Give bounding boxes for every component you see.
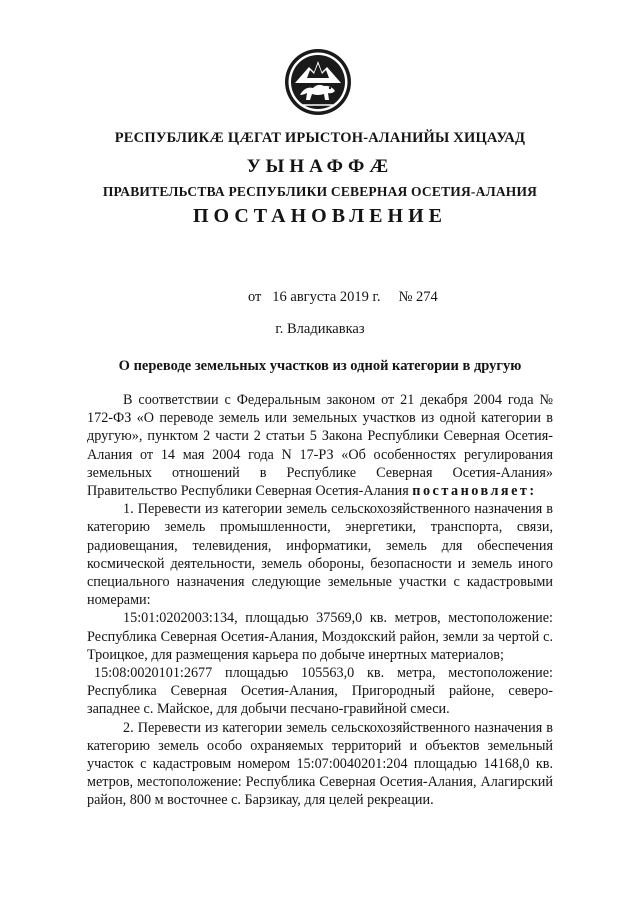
item-2-paragraph: 2. Перевести из категории земель сельскохозяйственного назначения в категорию земель особо охраняемых территорий и объектов земельный участок с кадастровым номером 15:07:0040201:204 площадью 14168,0 кв. метров, местоположение: Республика Северная Осетия-Алания, Алагирский район, 800 м восточнее с. Барзикау, для целей рекреации. [87, 719, 553, 809]
item-1-plot-2: 15:08:0020101:2677 площадью 105563,0 кв. метра, местоположение: Республика Северная Осетия-Алания, Пригородный районе, северо-западнее с. Майское, для добычи песчано-гравийной смеси. [87, 665, 553, 718]
russian-document-type: ПОСТАНОВЛЕНИЕ [193, 205, 447, 227]
ossetian-government-title: РЕСПУБЛИКÆ ЦÆГАТ ИРЫСТОН-АЛАНИЙЫ ХИЦАУАД [114, 130, 526, 146]
preamble-paragraph [87, 391, 553, 500]
russian-government-title: ПРАВИТЕЛЬСТВА РЕСПУБЛИКИ СЕВЕРНАЯ ОСЕТИЯ-АЛАНИЯ [102, 184, 538, 199]
document-city: г. Владикавказ [275, 321, 365, 337]
document-subject: О переводе земельных участков из одной категории в другую [118, 358, 522, 374]
item-1-plot-1: 15:01:0202003:134, площадью 37569,0 кв. метров, местоположение: Республика Северная Осетия-Алания, Моздокский район, земли за чертой с. Троицкое, для размещения карьера по добыче инертных материалов; [87, 610, 553, 663]
document-body [87, 391, 553, 810]
ossetian-document-type: УЫНАФФÆ [246, 156, 394, 177]
decree-word: постановляет: [412, 483, 537, 500]
coat-of-arms-emblem [283, 47, 353, 117]
item-1-paragraph: 1. Перевести из категории земель сельскохозяйственного назначения в категорию земель промышленности, энергетики, транспорта, связи, радиовещания, телевидения, информатики, земель для обеспечения космической деятельности, земель обороны, безопасности и земель иного специального назначения следующие земельные участки с кадастровыми номерами: [87, 501, 553, 609]
preamble-text: В соответствии с Федеральным законом от 21 декабря 2004 года № 172-ФЗ «О переводе земель или земельных участков из одной категории в другую», пунктом 2 части 2 статьи 5 Закона Республики Северная Осетия-Алания от 14 мая 2004 года N 17-РЗ «Об особенностях регулирования земельных отношений в Республике Северная Осетия-Алания» Правительство Республики Северная Осетия-Алания [87, 392, 553, 500]
document-date-number: от 16 августа 2019 г. № 274 [248, 289, 438, 305]
